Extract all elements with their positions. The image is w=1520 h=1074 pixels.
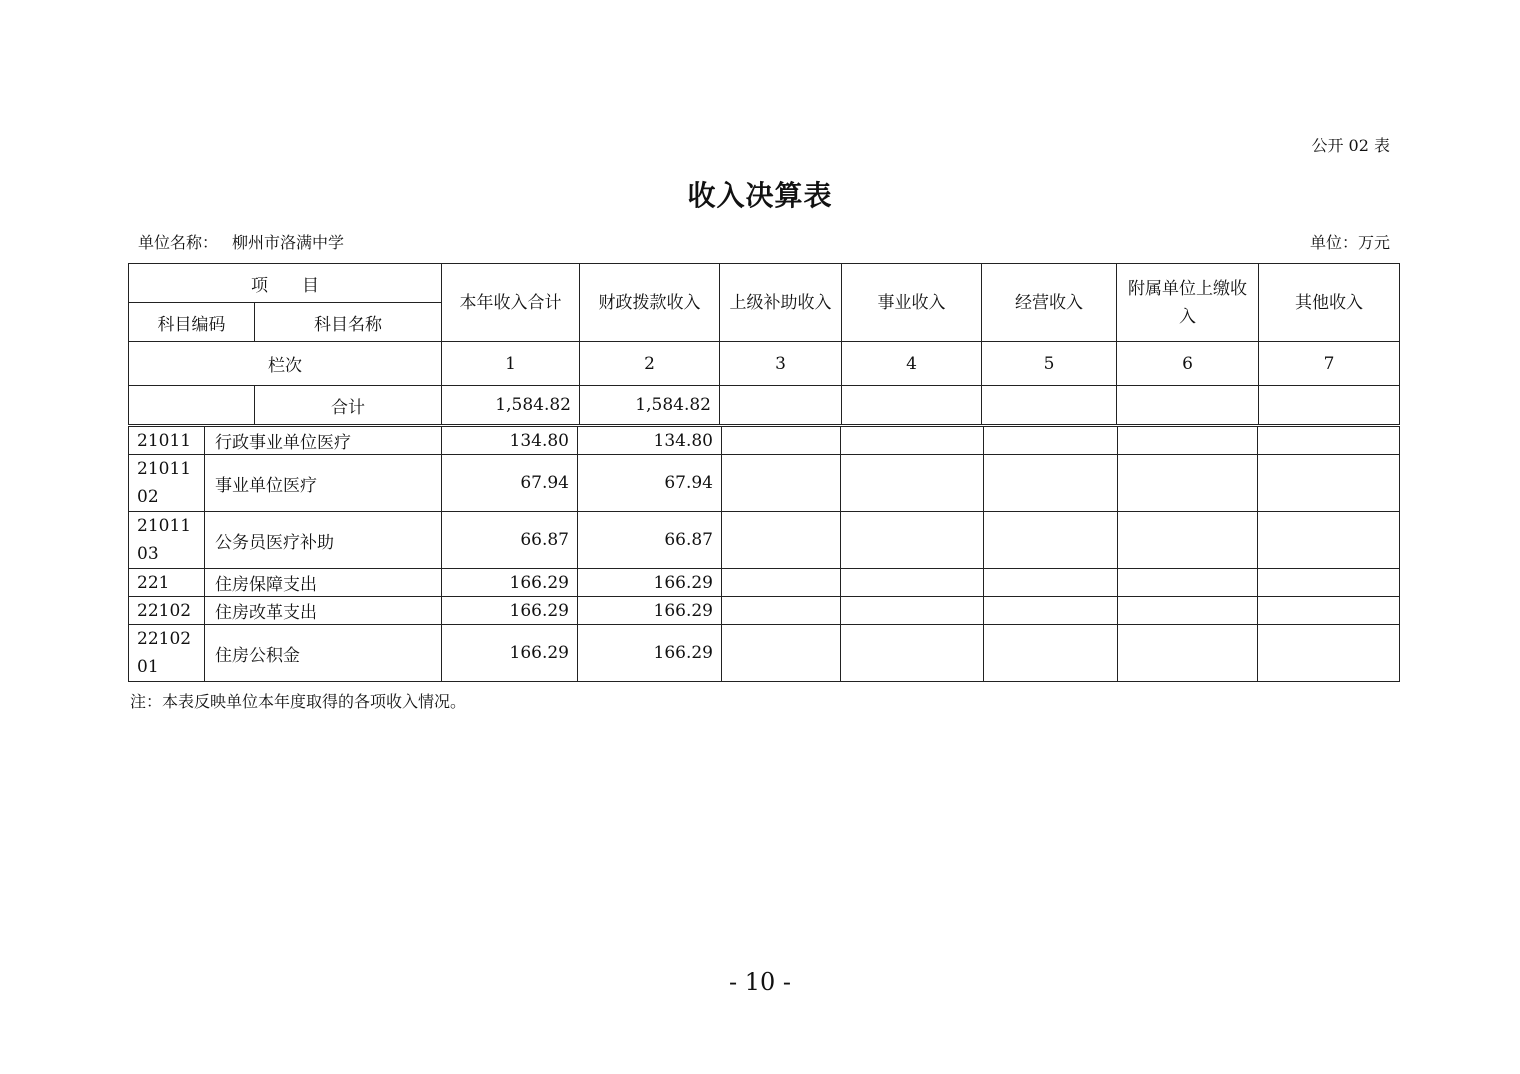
row-value: [1118, 569, 1258, 597]
row-value: 66.87: [578, 512, 722, 569]
row-value: [984, 427, 1118, 455]
header-table: [128, 263, 1400, 425]
header-item: 项 目: [129, 264, 442, 303]
income-table: [128, 426, 1400, 682]
row-value: [722, 512, 841, 569]
header-col-7: 其他收入: [1259, 264, 1400, 342]
page-number: - 10 -: [728, 968, 791, 996]
total-row: [129, 386, 1400, 425]
form-code: 公开 02 表: [1311, 136, 1390, 155]
row-value: [984, 455, 1118, 512]
table-row: [129, 455, 1400, 512]
col-number: 7: [1259, 342, 1400, 386]
col-number: 2: [580, 342, 720, 386]
total-value: [1117, 386, 1259, 425]
row-value: [841, 427, 984, 455]
total-value: 1,584.82: [442, 386, 580, 425]
table-row: [129, 569, 1400, 597]
row-value: 166.29: [442, 569, 578, 597]
row-value: [722, 427, 841, 455]
row-code: 22102: [129, 597, 205, 625]
row-value: [841, 597, 984, 625]
row-value: [1118, 512, 1258, 569]
header-col-3: 上级补助收入: [720, 264, 842, 342]
page-title: 收入决算表: [687, 179, 833, 212]
row-value: 134.80: [578, 427, 722, 455]
row-value: [984, 569, 1118, 597]
unit-info: [138, 230, 344, 253]
row-value: [984, 597, 1118, 625]
row-name: 事业单位医疗: [205, 455, 442, 512]
row-value: [984, 625, 1118, 682]
unit-label: 单位名称：: [138, 233, 219, 252]
row-value: [1118, 597, 1258, 625]
row-code: 2210201: [129, 625, 205, 682]
row-name: 公务员医疗补助: [205, 512, 442, 569]
table-row: [129, 625, 1400, 682]
header-col-4: 事业收入: [842, 264, 982, 342]
header-code: 科目编码: [129, 303, 255, 342]
col-number: 1: [442, 342, 580, 386]
row-value: [984, 512, 1118, 569]
row-value: 166.29: [578, 597, 722, 625]
row-value: [1258, 569, 1400, 597]
row-value: 166.29: [578, 625, 722, 682]
row-value: 66.87: [442, 512, 578, 569]
table-row: [129, 427, 1400, 455]
row-value: [722, 455, 841, 512]
row-value: 166.29: [442, 597, 578, 625]
row-value: [841, 455, 984, 512]
row-value: [841, 512, 984, 569]
col-number: 4: [842, 342, 982, 386]
currency-unit: 单位：万元: [1309, 233, 1390, 252]
row-name: 住房公积金: [205, 625, 442, 682]
row-code: 2101103: [129, 512, 205, 569]
header-name: 科目名称: [255, 303, 442, 342]
table-row: [129, 597, 1400, 625]
row-value: [722, 625, 841, 682]
total-code: [129, 386, 255, 425]
row-value: [722, 569, 841, 597]
row-value: [1258, 455, 1400, 512]
row-value: 134.80: [442, 427, 578, 455]
table-note: 注：本表反映单位本年度取得的各项收入情况。: [130, 692, 467, 711]
row-value: [841, 625, 984, 682]
row-value: [1258, 597, 1400, 625]
header-col-1: 本年收入合计: [442, 264, 580, 342]
row-name: 行政事业单位医疗: [205, 427, 442, 455]
col-number: 6: [1117, 342, 1259, 386]
row-value: [722, 597, 841, 625]
header-col-5: 经营收入: [982, 264, 1117, 342]
row-value: [1258, 427, 1400, 455]
col-number: 3: [720, 342, 842, 386]
total-value: [720, 386, 842, 425]
row-value: [841, 569, 984, 597]
row-name: 住房改革支出: [205, 597, 442, 625]
unit-name: 柳州市洛满中学: [232, 233, 345, 252]
row-value: [1258, 625, 1400, 682]
row-value: [1258, 512, 1400, 569]
total-label: 合计: [255, 386, 442, 425]
col-number: 5: [982, 342, 1117, 386]
header-col-2: 财政拨款收入: [580, 264, 720, 342]
total-value: [1259, 386, 1400, 425]
total-value: [842, 386, 982, 425]
total-value: 1,584.82: [580, 386, 720, 425]
row-value: [1118, 625, 1258, 682]
table-row: [129, 512, 1400, 569]
row-value: [1118, 455, 1258, 512]
row-value: 67.94: [442, 455, 578, 512]
header-col-6: 附属单位上缴收入: [1117, 264, 1259, 342]
row-name: 住房保障支出: [205, 569, 442, 597]
total-value: [982, 386, 1117, 425]
row-value: [1118, 427, 1258, 455]
row-value: 166.29: [578, 569, 722, 597]
row-label: 栏次: [129, 342, 442, 386]
row-value: 166.29: [442, 625, 578, 682]
row-code: 221: [129, 569, 205, 597]
row-code: 2101102: [129, 455, 205, 512]
row-code: 21011: [129, 427, 205, 455]
row-value: 67.94: [578, 455, 722, 512]
